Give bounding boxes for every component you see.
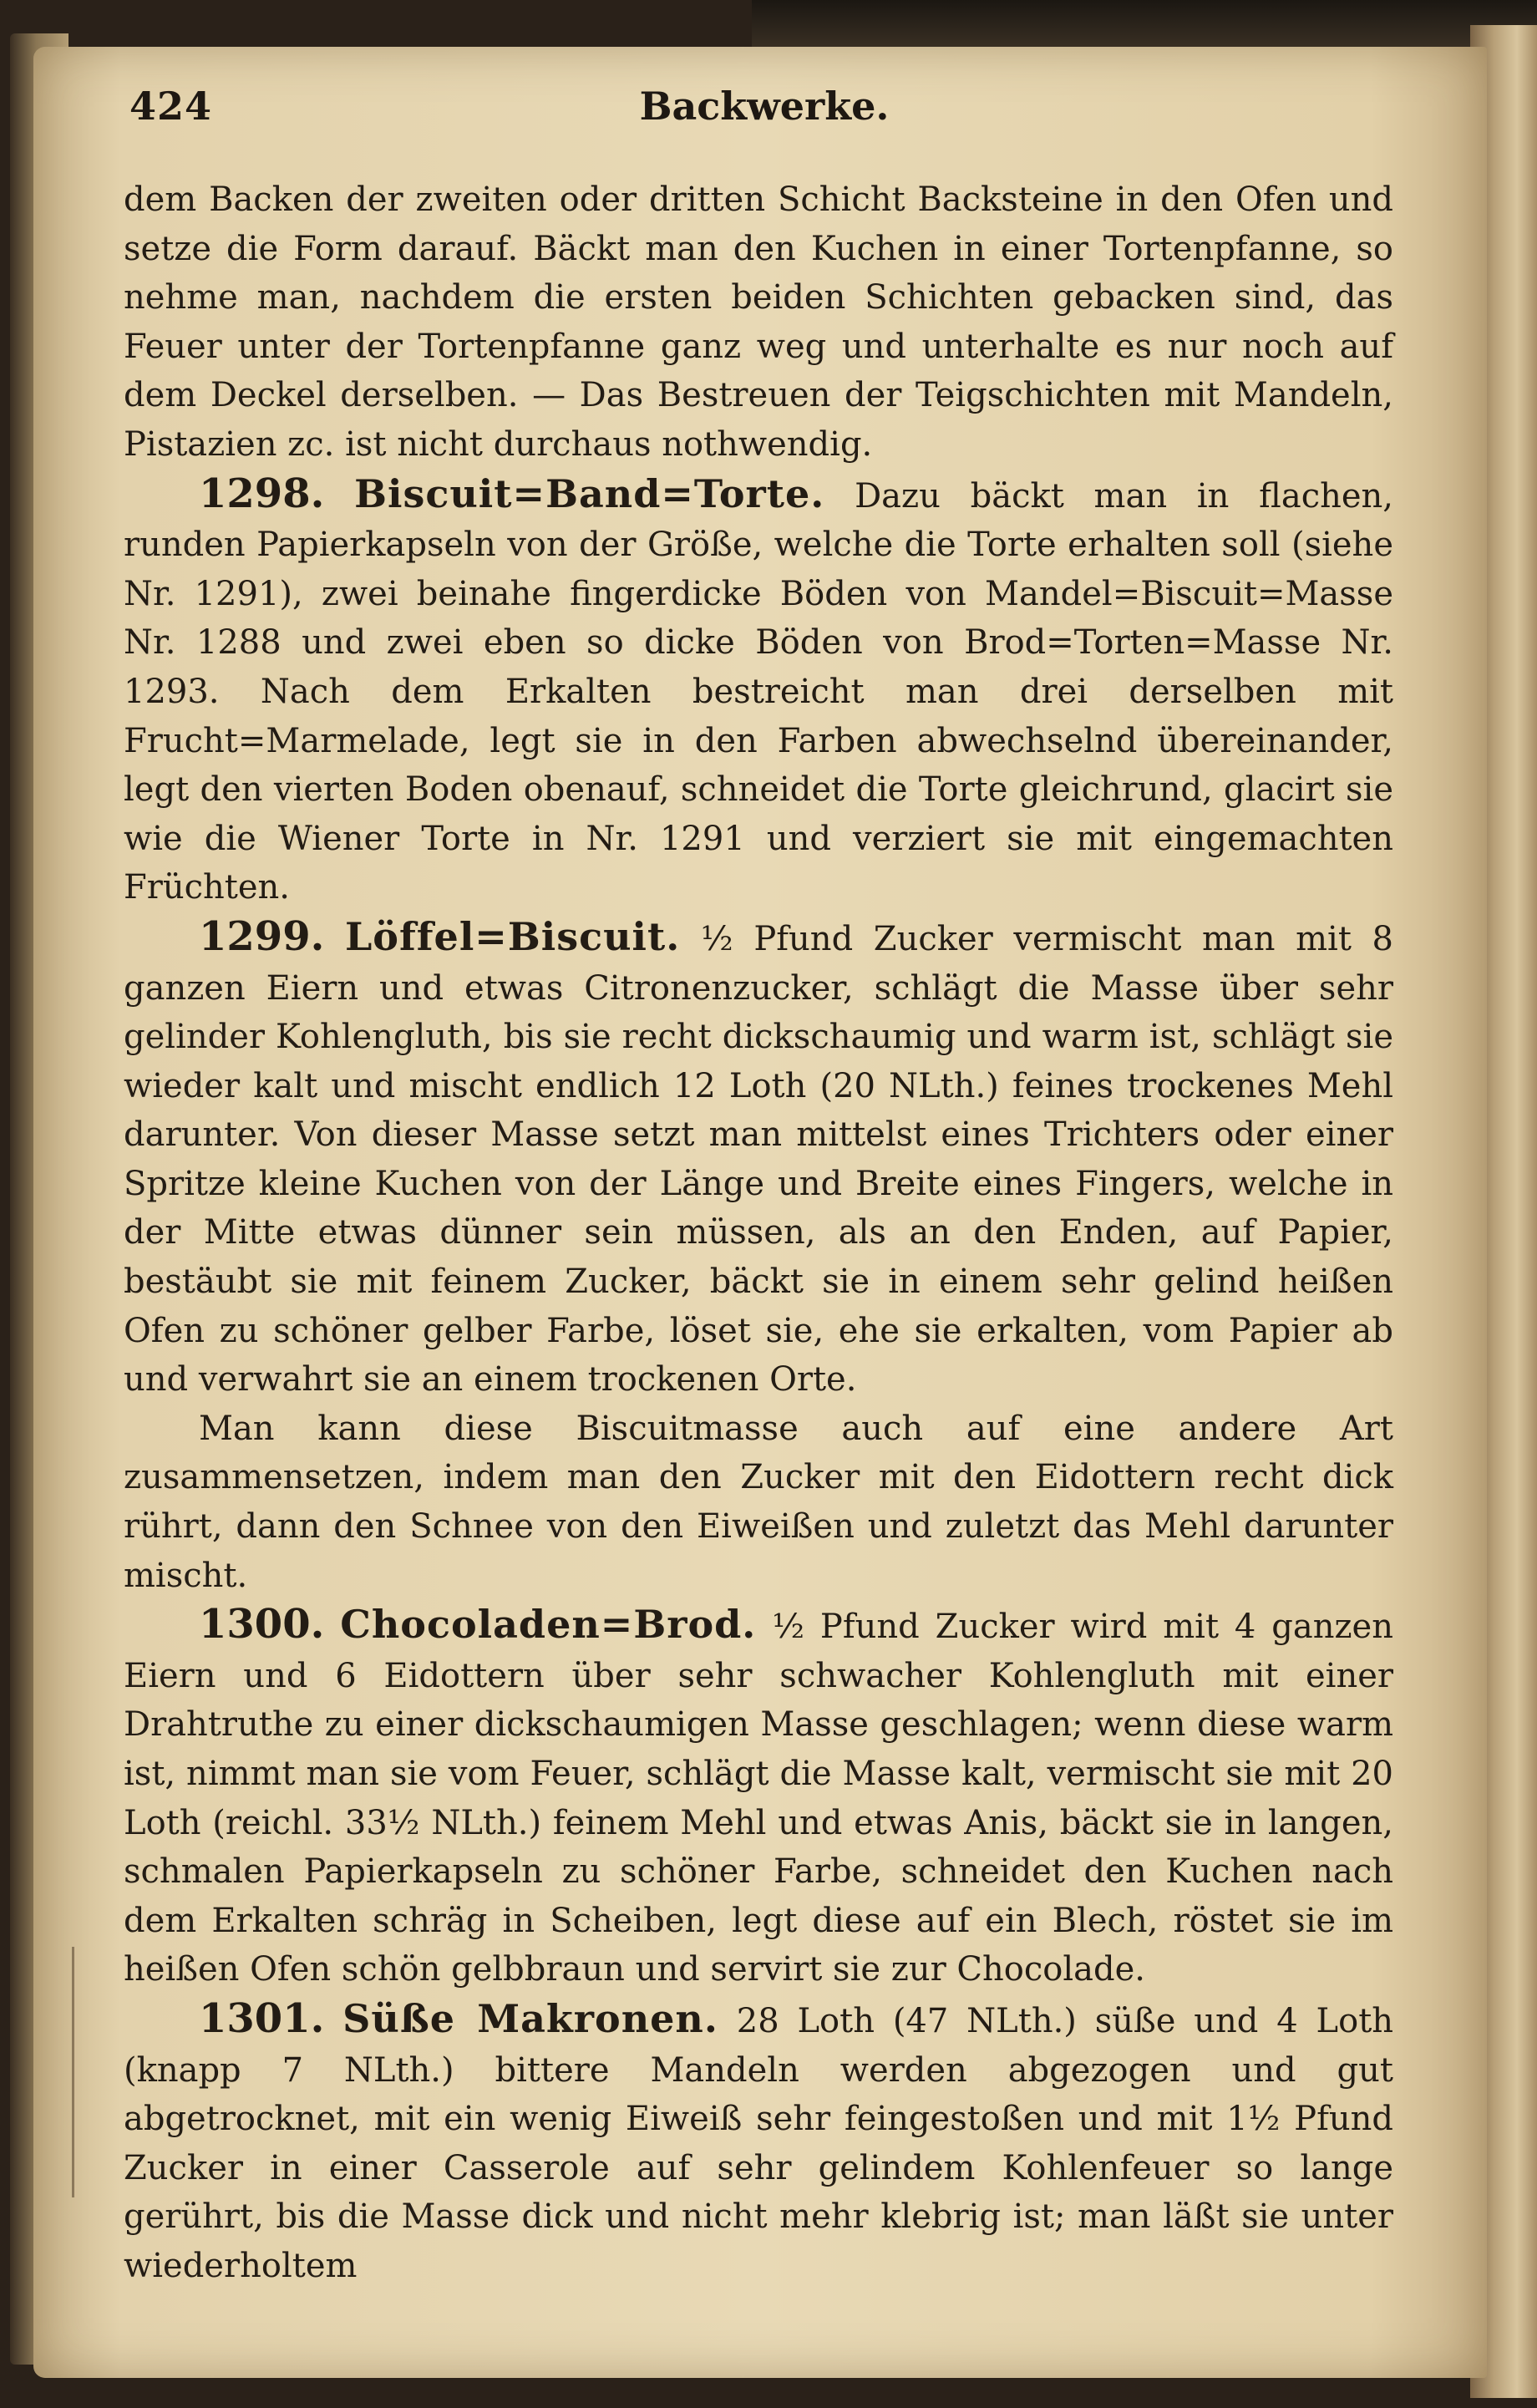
paragraph-text: 28 Loth (47 NLth.) süße und 4 Loth (knapp 7 NLth.) bittere Mandeln werden abgezogen und gut abgetrocknet, mit ein wenig Eiweiß sehr feingestoßen und mit 1½ Pfund Zucker in einer Casserole auf sehr gelindem Kohlenfeuer so lange gerührt, bis die Masse dick und nicht mehr klebrig ist; man läßt sie unter wiederholtem — [124, 2001, 1394, 2285]
recipe-1298 — [124, 470, 1393, 912]
recipe-number: 1300. — [199, 1601, 325, 1649]
page-header — [129, 84, 1399, 142]
paragraph-continuation — [124, 175, 1393, 470]
body-text — [124, 175, 1393, 2291]
recipe-title: Chocoladen=Brod. — [340, 1602, 757, 1648]
paragraph-variant — [124, 1405, 1393, 1600]
margin-marks — [72, 1947, 79, 2197]
running-head: Backwerke. — [639, 84, 890, 129]
recipe-1301 — [124, 1994, 1393, 2291]
recipe-title: Löffel=Biscuit. — [344, 913, 681, 959]
page-number: 424 — [129, 84, 213, 129]
recipe-1300 — [124, 1600, 1393, 1994]
recipe-number: 1298. — [199, 470, 325, 517]
recipe-title: Süße Makronen. — [342, 1995, 718, 2041]
paragraph-text: ½ Pfund Zucker wird mit 4 ganzen Eiern und 6 Eidottern über sehr schwacher Kohlengluth mit einer Drahtruthe zu einer dickschaumigen Masse geschlagen; wenn diese warm ist, nimmt man sie vom Feuer, schlägt die Masse kalt, vermischt sie mit 20 Loth (reichl. 33½ NLth.) feinem Mehl und etwas Anis, bäckt sie in langen, schmalen Papierkapseln zu schöner Farbe, schneidet den Kuchen nach dem Erkalten schräg in Scheiben, legt diese auf ein Blech, röstet sie im heißen Ofen schön gelbbraun und servirt sie zur Chocolade. — [124, 1608, 1393, 1989]
paragraph-text: Man kann diese Biscuitmasse auch auf eine andere Art zusammensetzen, indem man den Zucker mit den Eidottern recht dick rührt, dann den Schnee von den Eiweißen und zuletzt das Mehl darunter mischt. — [124, 1409, 1393, 1595]
recipe-number: 1301. — [199, 1994, 325, 2042]
recipe-title: Biscuit=Band=Torte. — [354, 470, 825, 516]
recipe-1299 — [124, 912, 1393, 1405]
background-shadow — [752, 0, 1537, 50]
paragraph-text: ½ Pfund Zucker vermischt man mit 8 ganzen Eiern und etwas Citronenzucker, schlägt die Masse über sehr gelinder Kohlengluth, bis sie recht dickschaumig und warm ist, schlägt sie wieder kalt und mischt endlich 12 Loth (20 NLth.) feines trockenes Mehl darunter. Von dieser Masse setzt man mittelst eines Trichters oder einer Spritze kleine Kuchen von der Länge und Breite eines Fingers, welche in der Mitte etwas dünner sein müssen, als an den Enden, auf Papier, bestäubt sie mit feinem Zucker, bäckt sie in einem sehr gelind heißen Ofen zu schöner gelber Farbe, löset sie, ehe sie erkalten, vom Papier ab und verwahrt sie an einem trockenen Orte. — [124, 919, 1393, 1400]
recipe-number: 1299. — [199, 912, 325, 960]
paragraph-text: dem Backen der zweiten oder dritten Schicht Backsteine in den Ofen und setze die Form darauf. Bäckt man den Kuchen in einer Tortenpfanne, so nehme man, nachdem die ersten beiden Schichten gebacken sind, das Feuer unter der Tortenpfanne ganz weg und unterhalte es nur noch auf dem Deckel derselben. — Das Bestreuen der Teigschichten mit Mandeln, Pistazien zc. ist nicht durchaus nothwendig. — [124, 180, 1393, 464]
paragraph-text: Dazu bäckt man in flachen, runden Papierkapseln von der Größe, welche die Torte erhalten soll (siehe Nr. 1291), zwei beinahe fingerdicke Böden von Mandel=Biscuit=Masse Nr. 1288 und zwei eben so dicke Böden von Brod=Torten=Masse Nr. 1293. Nach dem Erkalten bestreicht man drei derselben mit Frucht=Marmelade, legt sie in den Farben abwechselnd übereinander, legt den vierten Boden obenauf, schneidet die Torte gleichrund, glacirt sie wie die Wiener Torte in Nr. 1291 und verziert sie mit eingemachten Früchten. — [124, 476, 1394, 907]
